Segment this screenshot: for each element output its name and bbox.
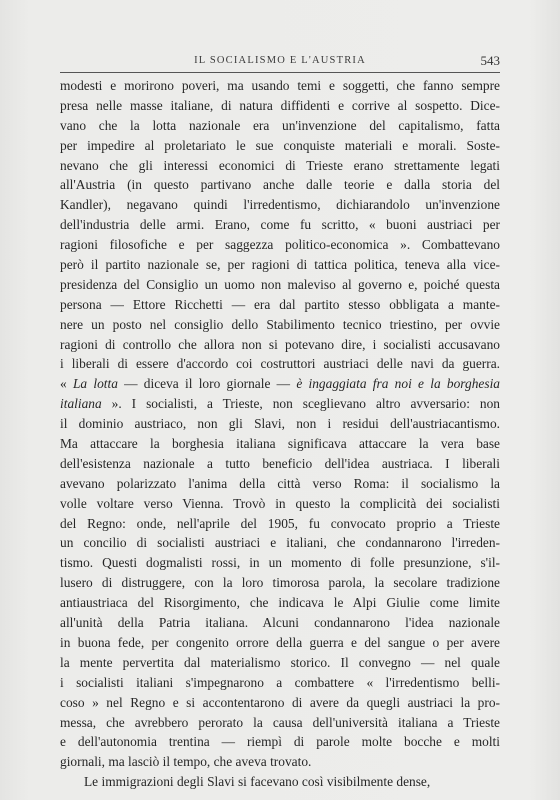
text-line: coso » nel Regno e si accontentarono di avere da quegli austriaci la pro- [60, 694, 500, 710]
page-number: 543 [480, 53, 500, 68]
header-rule [60, 72, 500, 73]
text-line: in buona fede, per congenito orrore della guerra e del sangue o per avere [60, 634, 500, 650]
text-line: ragioni di controllo che allora non si potevano dire, i socialisti accusavano [60, 336, 500, 352]
quote-middle: — diceva il loro giornale — [117, 376, 297, 392]
text-line: all'Austria (in questo partivano anche dalle teorie e dalla storia del [60, 177, 500, 193]
text-line: avevano polarizzato l'anima della città verso Roma: il socialismo la [60, 475, 500, 491]
text-line: modesti e morirono poveri, ma usando temi e soggetti, che fanno sempre [60, 78, 500, 93]
text-line: Kandler), negavano quindi l'irredentismo, dichiarandolo un'invenzione [60, 197, 500, 213]
text-line: la mente pervertita dal materialismo storico. Il convegno — nel quale [60, 654, 500, 670]
text-line: un concilio di socialisti austriaci e italiani, che condannarono l'irreden- [60, 535, 500, 551]
text-line: ragioni filosofiche e per saggezza politico-economica ». Combattevano [60, 237, 500, 253]
text-line: però il partito nazionale se, per ragioni di tattica politica, teneva alla vice- [60, 257, 500, 273]
quote-italic-borghesia: è ingaggiata fra noi e la borghesia [296, 376, 500, 392]
quote-italic-italiana: italiana [60, 396, 102, 412]
text-line: i liberali di essere d'accordo coi costruttori austriaci delle navi da guerra. [60, 356, 500, 372]
text-line: messa, che avrebbero perorato la causa dell'università italiana a Trieste [60, 714, 500, 730]
body-text [60, 76, 500, 792]
paragraph-start-line: Le immigrazioni degli Slavi si facevano così visibilmente dense, [84, 774, 431, 790]
text-line: dell'esistenza nazionale a tutto beneficio dell'idea austriaca. I liberali [60, 455, 500, 471]
text-line: all'unità della Patria italiana. Alcuni condannarono l'idea nazionale [60, 615, 500, 631]
text-line: nere un posto nel consiglio dello Stabilimento tecnico triestino, per ovvie [60, 316, 500, 332]
running-head [60, 52, 500, 72]
text-line: nevano che gli interessi economici di Trieste erano strettamente legati [60, 157, 500, 173]
quote-open: « [60, 376, 73, 392]
text-line: vano che la lotta nazionale era un'invenzione del capitalismo, fatta [60, 117, 500, 133]
quote-rest: ». I socialisti, a Trieste, non sceglievano altro avversario: non [101, 396, 500, 412]
text-line: Ma attaccare la borghesia italiana significava attaccare la vera base [60, 436, 500, 452]
quote-italic-lotta: La lotta [72, 376, 118, 392]
text-line: il dominio austriaco, non gli Slavi, non i residui dell'austriacantismo. [60, 416, 500, 432]
text-line: presidenza del Consiglio un uomo non maleviso al governo e, poiché questa [60, 276, 500, 292]
text-line: e dell'autonomia trentina — riempì di parole molte bocche e molti [60, 734, 500, 750]
text-line: dell'industria delle armi. Erano, come fu scritto, « buoni austriaci per [60, 217, 500, 233]
quote-line [60, 394, 500, 414]
text-line: persona — Ettore Ricchetti — era dal partito stesso obbligata a mante- [60, 296, 500, 312]
text-line: del Regno: onde, nell'aprile del 1905, fu convocato proprio a Trieste [60, 515, 500, 531]
running-title: IL SOCIALISMO E L'AUSTRIA [194, 55, 366, 66]
text-line: tismo. Questi dogmalisti rossi, in un momento di folle presunzione, s'il- [60, 555, 500, 571]
text-line: presa nelle masse italiane, di natura diffidenti e corrive al sospetto. Dice- [60, 97, 500, 113]
quote-line [60, 374, 500, 394]
text-line: giornali, ma lasciò il tempo, che aveva trovato. [60, 754, 312, 770]
text-line: antiaustriaca del Risorgimento, che indicava le Alpi Giulie come limite [60, 595, 500, 611]
text-line: lusero di distruggere, con la loro timorosa parola, la secolare tradizione [60, 575, 500, 591]
text-line: i socialisti italiani s'impegnarono a combattere « l'irredentismo belli- [60, 674, 500, 690]
text-line: per impedire al proletariato le sue conquiste materiali e morali. Soste- [60, 137, 500, 153]
text-line: volle voltare verso Vienna. Trovò in questo la complicità dei socialisti [60, 495, 500, 511]
